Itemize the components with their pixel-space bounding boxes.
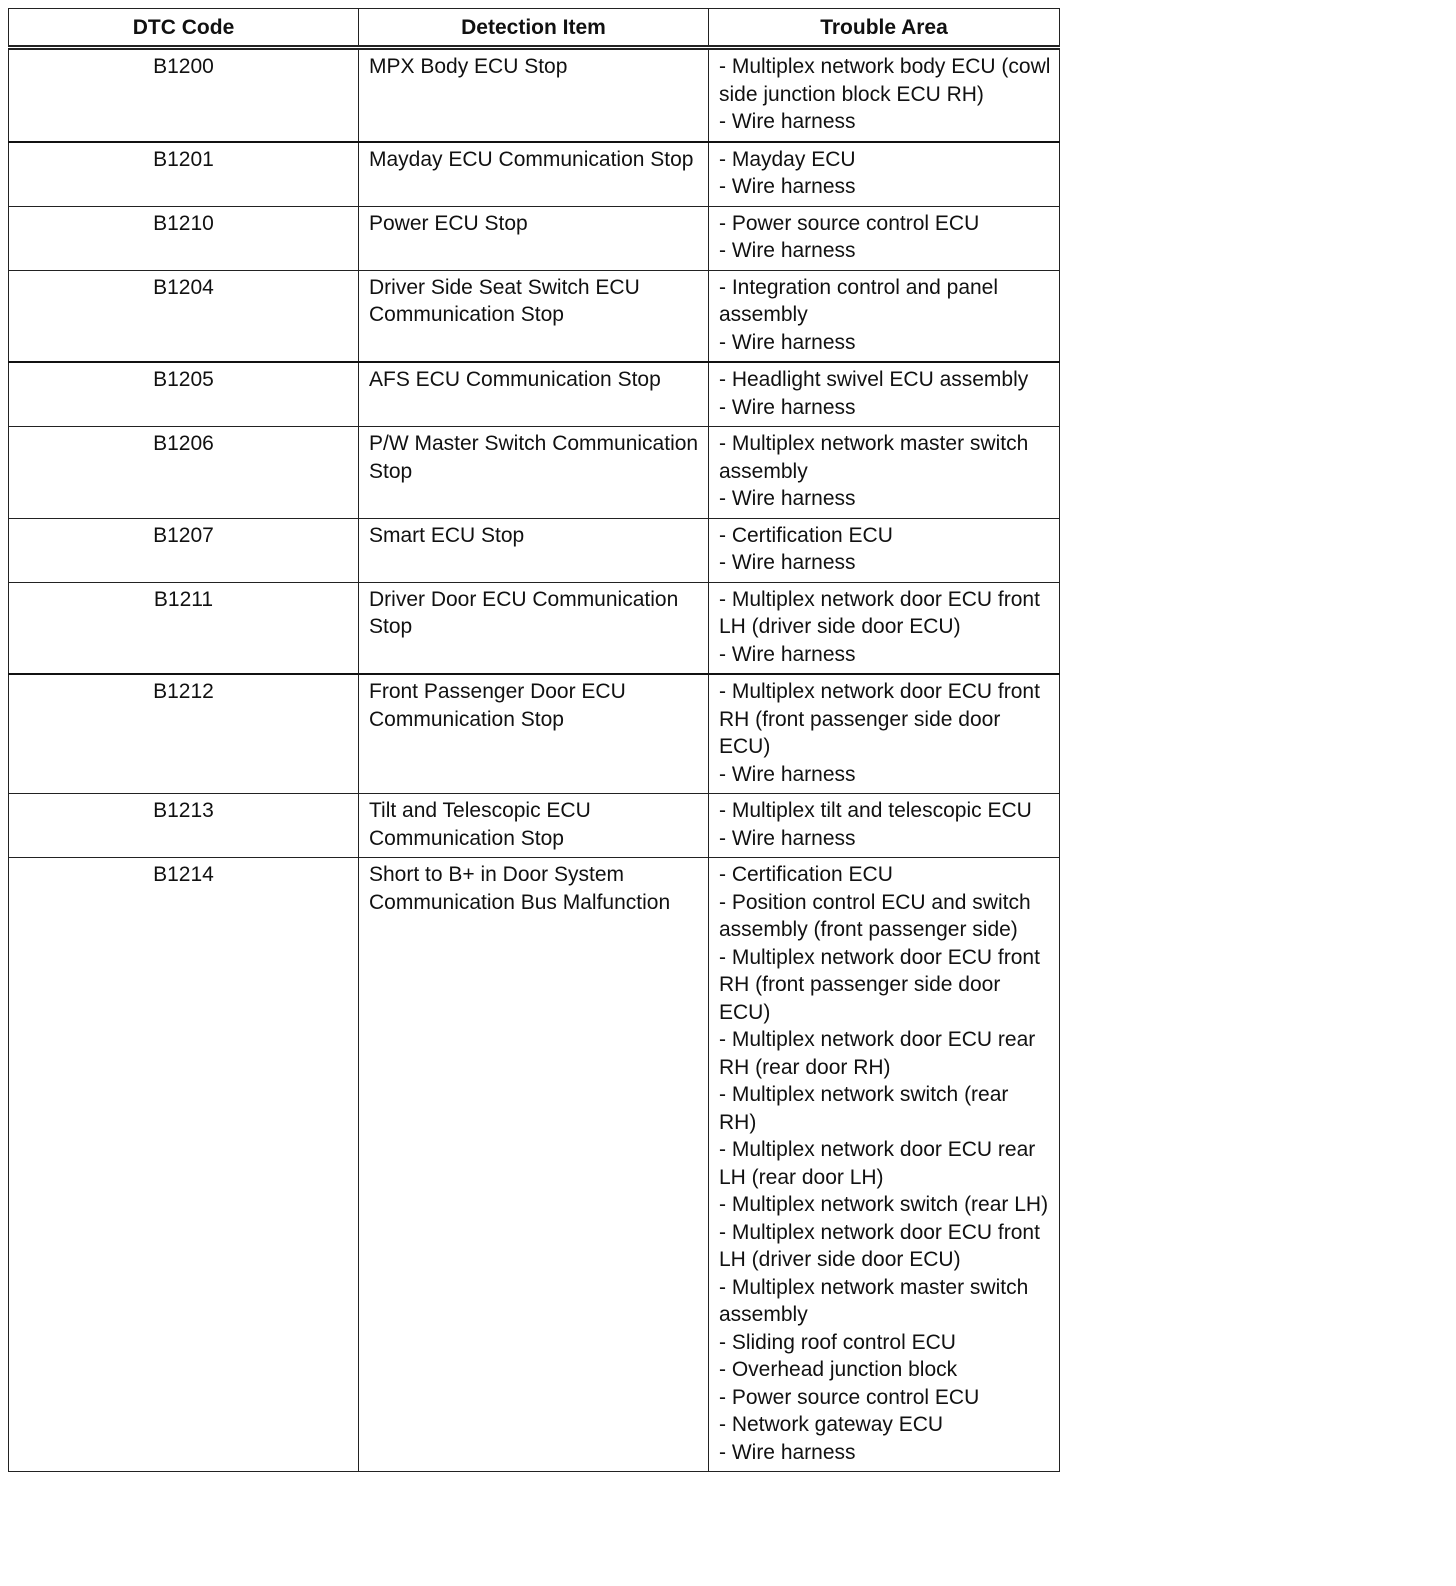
table-row bbox=[9, 518, 1060, 582]
trouble-area-item: - Network gateway ECU bbox=[719, 1413, 944, 1436]
trouble-area-item: - Multiplex network door ECU rear LH (rear door LH) bbox=[719, 1138, 1036, 1189]
trouble-area-cell bbox=[709, 794, 1060, 858]
trouble-area-cell bbox=[709, 858, 1060, 1472]
dtc-code-cell: B1204 bbox=[9, 270, 359, 362]
trouble-area-item: - Overhead junction block bbox=[719, 1358, 958, 1381]
dtc-code-cell: B1205 bbox=[9, 362, 359, 427]
trouble-area-item: - Wire harness bbox=[719, 642, 856, 666]
table-row bbox=[9, 794, 1060, 858]
detection-item-cell: Driver Door ECU Communication Stop bbox=[359, 582, 709, 674]
dtc-table-header bbox=[9, 9, 1060, 48]
detection-item-cell: Front Passenger Door ECU Communication Stop bbox=[359, 674, 709, 794]
detection-item-cell: AFS ECU Communication Stop bbox=[359, 362, 709, 427]
dtc-code-cell: B1206 bbox=[9, 427, 359, 519]
trouble-area-item: - Multiplex network master switch assembly bbox=[719, 432, 1029, 483]
dtc-code-cell: B1213 bbox=[9, 794, 359, 858]
trouble-area-item: - Multiplex network door ECU front LH (driver side door ECU) bbox=[719, 587, 1040, 638]
trouble-area-item: - Wire harness bbox=[719, 762, 856, 786]
trouble-area-item: - Multiplex network door ECU rear RH (rear door RH) bbox=[719, 1028, 1036, 1079]
detection-item-cell: P/W Master Switch Communication Stop bbox=[359, 427, 709, 519]
trouble-area-cell bbox=[709, 48, 1060, 142]
trouble-area-item: - Wire harness bbox=[719, 551, 856, 574]
table-row bbox=[9, 206, 1060, 270]
trouble-area-item: - Multiplex network body ECU (cowl side junction block ECU RH) bbox=[719, 55, 1051, 106]
trouble-area-item: - Power source control ECU bbox=[719, 1385, 980, 1409]
trouble-area-item: - Wire harness bbox=[719, 175, 856, 198]
detection-item-cell: Mayday ECU Communication Stop bbox=[359, 142, 709, 207]
trouble-area-item: - Multiplex network switch (rear RH) bbox=[719, 1083, 1009, 1134]
trouble-area-item: - Power source control ECU bbox=[719, 211, 980, 235]
trouble-area-item: - Mayday ECU bbox=[719, 147, 856, 171]
table-row bbox=[9, 674, 1060, 794]
trouble-area-cell bbox=[709, 270, 1060, 362]
table-row bbox=[9, 270, 1060, 362]
trouble-area-item: - Wire harness bbox=[719, 487, 856, 510]
table-row bbox=[9, 142, 1060, 207]
dtc-table-body bbox=[9, 48, 1060, 1472]
trouble-area-item: - Wire harness bbox=[719, 826, 856, 850]
trouble-area-item: - Multiplex network switch (rear LH) bbox=[719, 1193, 1049, 1216]
trouble-area-item: - Position control ECU and switch assembly (front passenger side) bbox=[719, 890, 1031, 941]
trouble-area-item: - Integration control and panel assembly bbox=[719, 275, 999, 326]
table-row bbox=[9, 858, 1060, 1472]
trouble-area-cell bbox=[709, 142, 1060, 207]
detection-item-cell: Power ECU Stop bbox=[359, 206, 709, 270]
trouble-area-item: - Wire harness bbox=[719, 395, 856, 419]
trouble-area-item: - Multiplex tilt and telescopic ECU bbox=[719, 799, 1032, 822]
table-row bbox=[9, 362, 1060, 427]
trouble-area-cell bbox=[709, 518, 1060, 582]
header-row bbox=[9, 9, 1060, 48]
trouble-area-item: - Sliding roof control ECU bbox=[719, 1330, 956, 1354]
detection-item-cell: Short to B+ in Door System Communication Bus Malfunction bbox=[359, 858, 709, 1472]
detection-item-cell: MPX Body ECU Stop bbox=[359, 48, 709, 142]
trouble-area-cell bbox=[709, 362, 1060, 427]
trouble-area-item: - Headlight swivel ECU assembly bbox=[719, 368, 1029, 391]
dtc-code-cell: B1207 bbox=[9, 518, 359, 582]
table-row bbox=[9, 48, 1060, 142]
detection-item-cell: Tilt and Telescopic ECU Communication Stop bbox=[359, 794, 709, 858]
trouble-area-item: - Multiplex network door ECU front RH (front passenger side door ECU) bbox=[719, 945, 1040, 1024]
trouble-area-item: - Wire harness bbox=[719, 330, 856, 354]
header-detection-item: Detection Item bbox=[359, 9, 709, 48]
trouble-area-item: - Multiplex network master switch assembly bbox=[719, 1275, 1029, 1326]
trouble-area-item: - Multiplex network door ECU front RH (front passenger side door ECU) bbox=[719, 680, 1040, 758]
trouble-area-cell bbox=[709, 674, 1060, 794]
detection-item-cell: Driver Side Seat Switch ECU Communication Stop bbox=[359, 270, 709, 362]
trouble-area-item: - Wire harness bbox=[719, 1440, 856, 1464]
dtc-code-cell: B1212 bbox=[9, 674, 359, 794]
trouble-area-item: - Wire harness bbox=[719, 239, 856, 262]
dtc-code-cell: B1201 bbox=[9, 142, 359, 207]
header-dtc-code: DTC Code bbox=[9, 9, 359, 48]
trouble-area-cell bbox=[709, 206, 1060, 270]
dtc-code-cell: B1210 bbox=[9, 206, 359, 270]
header-trouble-area: Trouble Area bbox=[709, 9, 1060, 48]
dtc-code-cell: B1211 bbox=[9, 582, 359, 674]
trouble-area-item: - Certification ECU bbox=[719, 863, 893, 886]
trouble-area-item: - Wire harness bbox=[719, 110, 856, 133]
trouble-area-item: - Certification ECU bbox=[719, 523, 893, 547]
dtc-code-cell: B1214 bbox=[9, 858, 359, 1472]
dtc-table bbox=[8, 8, 1060, 1472]
detection-item-cell: Smart ECU Stop bbox=[359, 518, 709, 582]
trouble-area-cell bbox=[709, 427, 1060, 519]
table-row bbox=[9, 582, 1060, 674]
table-row bbox=[9, 427, 1060, 519]
trouble-area-item: - Multiplex network door ECU front LH (driver side door ECU) bbox=[719, 1220, 1040, 1271]
trouble-area-cell bbox=[709, 582, 1060, 674]
dtc-code-cell: B1200 bbox=[9, 48, 359, 142]
